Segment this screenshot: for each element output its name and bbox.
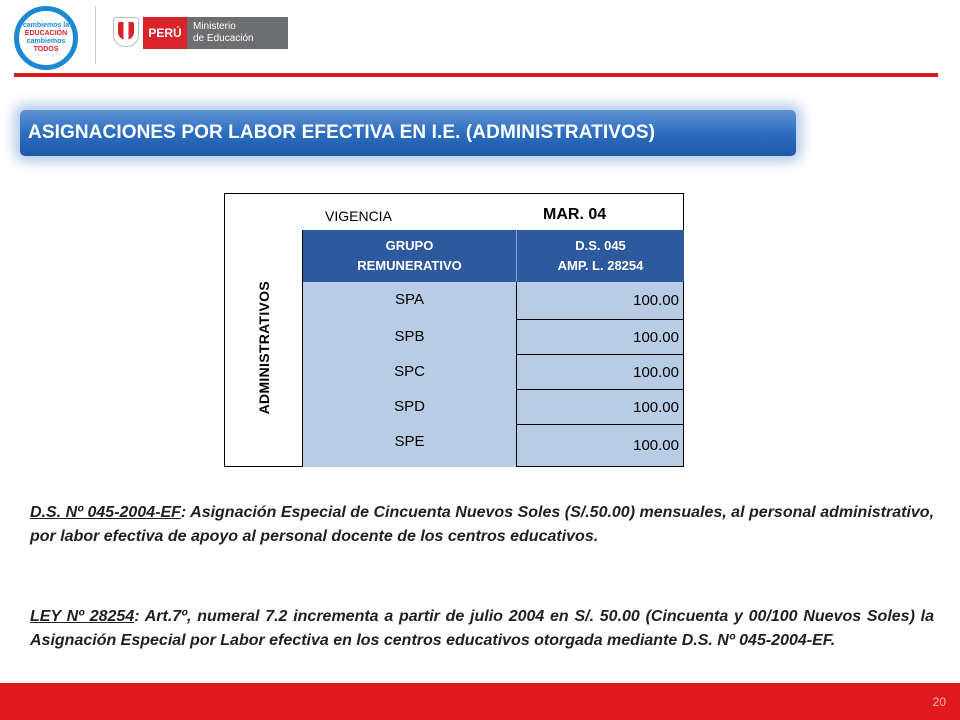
header-ds-line-1: D.S. 045 [575, 238, 626, 253]
value-cell-spd: 100.00 [516, 389, 684, 424]
ref-ds-045: D.S. Nº 045-2004-EF [30, 504, 181, 521]
campaign-logo [14, 6, 78, 70]
footer-bar [0, 683, 960, 720]
header-ds-line-2: AMP. L. 28254 [557, 258, 644, 273]
group-cell-spe: SPE [394, 433, 425, 450]
title-banner [20, 110, 796, 156]
value-cell-spe: 100.00 [516, 424, 684, 467]
ministry-label [187, 17, 288, 49]
logo-text-3: cambiemos [26, 38, 66, 45]
allowance-table [224, 193, 684, 467]
logo-divider [95, 6, 96, 64]
logo-text-2: EDUCACIÓN [24, 30, 68, 37]
group-cell-spa: SPA [395, 291, 424, 308]
group-cell-spb: SPB [394, 328, 425, 345]
paragraph-ds-045 [30, 501, 934, 549]
paragraph-ds-045-text: : Asignación Especial de Cincuenta Nuevos Soles (S/.50.00) mensuales, al personal administrativo, por labor efectiva de apoyo al personal docente de los centros educativos. [30, 504, 935, 545]
group-cell-spd: SPD [394, 398, 425, 415]
header-rule [14, 73, 938, 77]
ministry-line-2: de Educación [193, 33, 254, 44]
national-shield-icon [113, 17, 139, 47]
group-column [303, 282, 516, 467]
page-number: 20 [932, 695, 946, 709]
header-ds-045 [516, 230, 684, 282]
vigencia-value: MAR. 04 [543, 206, 607, 223]
header-group-line-2: REMUNERATIVO [357, 258, 462, 273]
paragraph-ley-28254 [30, 605, 934, 653]
slide-title: ASIGNACIONES POR LABOR EFECTIVA EN I.E. (ADMINISTRATIVOS) [28, 122, 656, 143]
side-label: ADMINISTRATIVOS [255, 281, 272, 415]
value-cell-spb: 100.00 [516, 319, 684, 354]
logo-text-4: TODOS [33, 46, 59, 53]
vigencia-label: VIGENCIA [325, 208, 392, 224]
header-group-remunerativo [303, 230, 516, 282]
paragraph-ley-28254-text: : Art.7º, numeral 7.2 incrementa a partir de julio 2004 en S/. 50.00 (Cincuenta y 00/100 Nuevos Soles) la Asignación Especial por Labor efectiva en los centros educativos otorgada mediante D.S. Nº 045-2004-EF. [30, 608, 935, 649]
value-cell-spa: 100.00 [516, 282, 684, 319]
value-cell-spc: 100.00 [516, 354, 684, 389]
ref-ley-28254: LEY Nº 28254 [30, 608, 135, 625]
header-group-line-1: GRUPO [385, 238, 434, 253]
vigencia-row [224, 193, 684, 230]
side-label-cell [224, 230, 303, 467]
peru-label: PERÚ [143, 17, 187, 49]
logo-text-1: cambiemos la [22, 22, 70, 29]
group-cell-spc: SPC [394, 363, 425, 380]
ministry-line-1: Ministerio [193, 21, 236, 32]
